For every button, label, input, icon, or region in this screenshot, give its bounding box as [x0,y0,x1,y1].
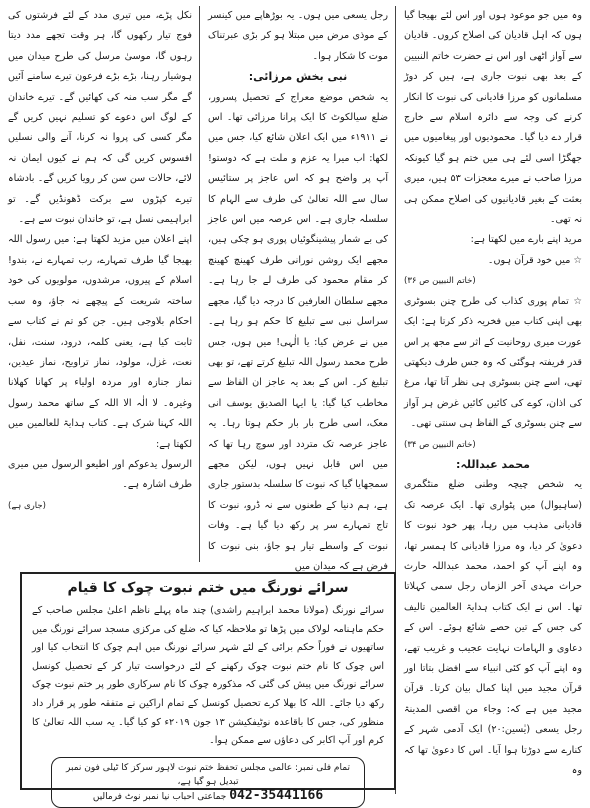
quote-item: ☆ تمام پوری کذاب کی طرح چنن بسوٹری بھی اپنی کتاب میں فخریہ ذکر کرتا ہے: ایک عورت میری روحانیت کے اثر سے مجھ پر اس قدر فریفتہ ہوگئی کہ وہ جس طرف دیکھتی تھی، اسے چنن بسوٹری ہی نظر آتا تھا، مرغ کی اذان، کوے کی کائیں کائیں غرض ہر آواز سے چنن بسوٹری کے الفاظ ہی سنتی تھی۔ [404,295,582,430]
phone-line [58,789,358,804]
section-heading: محمد عبداللہ: [456,457,530,471]
paragraph: الرسول یدعوکم اور اطیعو الرسول میں میری طرف اشارہ ہے۔ [8,458,192,491]
reference: (خاتم النبیین ص ۳۴) [404,439,476,450]
paragraph: یہ شخص چیچہ وطنی ضلع منٹگمری (ساہیوال) میں پٹواری تھا۔ ایک عرصہ تک قادیانی مذہب میں رہا، پھر خود نبوت کا دعویٰ کر دیا، وہ مرزا قادیانی کا ہمسر تھا، وہ اپنے آپ کو احمد، محمد عبداللہ حارث حراث مہدی آخر الزماں رجل سمی کہلاتا تھا۔ اس نے ایک کتاب ہدایۃ العالمین تالیف کی جس کے تین حصے شائع ہوئے۔ اس کے دعاوی و الہامات نہایت عجیب و غریب تھے، وہ اپنے آپ کو کئی انبیاء سے افضل بتاتا اور قرآن مجید میں اپنا کمال بیان کرتا۔ قرآن مجید میں ہے کہ: وجاء من اقصی المدینۃ رجل یسعی (یٰسین:۲۰) ایک آدمی شہر کے کنارے سے دوڑتا ہوا آیا۔ اس کا دعویٰ تھا کہ وہ [404,479,582,777]
article-column-3 [8,6,192,562]
continued-label: (جاری ہے) [8,500,46,511]
phone-notice-text: تمام فلی نمبر: عالمی مجلس تحفظ ختم نبوت لاہور سرکز کا ٹیلی فون نمبر تبدیل ہو گیا ہے، [66,762,350,787]
notice-box [20,572,396,803]
paragraph: مرید اپنے بارے میں لکھتا ہے: [470,234,582,246]
phone-notice-suffix: جماعتی احباب نیا نمبر نوٹ فرمالیں [92,791,227,802]
phone-number: 042-35441166 [229,787,324,803]
reference: (خاتم النبیین ص ۳۶) [404,276,476,287]
quote-item: ☆ میں خود قرآن ہوں۔ [487,254,582,266]
paragraph: نکل پڑے، میں تیری مدد کے لئے فرشتوں کی فوج تیار رکھوں گا، ہر وقت تجھے مدد دیتا رہوں گا، موسیٰ مرسل کی طرح میدان میں ہوشیار رہنا، بڑے بڑے فرعون تیرے سامنے آئیں گے مگر سب منہ کی کھائیں گے۔ تیرے خاندان کے لوگ اس دعوے کو تسلیم نہیں کریں گے مگر کسی کی پروا نہ کرنا، آنے والی نسلیں افسوس کریں گی کہ ہم نے کیوں ایمان نہ لائے، حالات سن سن کر رویا کریں گے۔ بادشاہ تیرے کپڑوں سے برکت ڈھونڈیں گے۔ تو ابراہیمی نسل ہے، تو خاندان نبوت سے ہے۔ [8,10,192,226]
notice-title: سرائے نورنگ میں ختم نبوت چوک کا قیام [67,580,349,596]
paragraph: یہ شخص موضع معراج کے تحصیل پسرور، ضلع سیالکوٹ کا ایک پرانا مرزائی تھا۔ اس نے ۱۹۱۱ء میں ایک اعلان شائع کیا، جس میں لکھا: اب میرا یہ عزم و ملت ہے کہ دوستو! آپ پر واضح ہو کہ اس عاجز پر ستائیس سال سے اللہ تعالیٰ کی طرف سے الہام کا سلسلہ جاری ہے۔ اس عرصہ میں اس عاجز کی بے شمار پیشینگوئیاں پوری ہو چکی ہیں، مجھے ایک روشن نورانی طرف کھینچ کھینچ کر مقام محمود کی طرف لے جا رہا ہے۔ مجھے سلطان العارفین کا درجہ دیا گیا، مجھے سراسل نبی سے تبلیغ کا حکم ہو رہا ہے۔ میں نے عرض کیا: یا الٰہی! میں ہوں، جس طرح محمد رسول اللہ تبلیغ کرتے تھے، تو بھی تبلیغ کر۔ اس کے بعد یہ عاجز ان الفاظ سے مخاطب کیا گیا: یا ایہا الصدیق یوسف انی معک، اسی طرح بار بار حکم ہوتا رہا۔ یہ عاجز عرصہ تک متردد اور سوچ رہا تھا کہ میں اس قابل نہیں ہوں، لیکن مجھے سمجھایا گیا کہ نبوت کا سلسلہ بدستور جاری ہے، ہم دنیا کے طعنوں سے نہ ڈرو، نبوت کا تاج تمہارے سر پر رکھ دیا گیا ہے۔ وفات نبوت کے واسطے تیار ہو جاؤ، بنی نبوت کا فرض ہے کہ میدان میں [208,91,389,572]
column-divider [199,6,200,562]
article-column-2 [208,6,389,572]
paragraph: اپنے اعلان میں مزید لکھتا ہے: میں رسول اللہ بھیجا گیا طرف تمہارے، رب تمہارے نے، بندو! اسلام کے پیروں، مرشدوں، مولویوں کی خود ساختہ شریعت کے پیچھے نہ جاؤ، وہ سب احکام بلاوجی ہیں۔ جن کو تم نے کتاب سے ثابت کیا ہے، یعنی کلمہ، درود، سنت، نفل، نعت، غزل، مولود، نماز تراویح، نماز عیدین، نماز جنازہ اور مردہ اولیاء پر کھانا کھلانا وغیرہ۔ لا الٰہ الا اللہ کے ساتھ محمد رسول اللہ کہنا شرک ہے۔ کتاب ہدایۃ للعالمین میں لکھتا ہے: [8,234,192,450]
section-heading: نبی بخش مرزائی: [248,70,348,84]
newspaper-page [8,6,582,803]
paragraph: رجل یسعی میں ہوں۔ یہ بوڑھاپے میں کینسر کے موذی مرض میں مبتلا ہو کر بڑی عبرتناک موت کا شکار ہوا۔ [208,10,388,62]
article-column-1 [404,6,582,794]
paragraph: وہ میں جو موعود ہوں اور اس لئے بھیجا گیا ہوں کہ اہل قادیان کی اصلاح کروں۔ قادیان سے آواز اٹھی اور اس نے حضرت خاتم النبیین کے بعد بھی نبوت جاری ہے، ہیں کر دوڑ مسلمانوں کو مرزا قادیانی کی نبوت کا انکار کرنے کی وجہ سے دائرہ اسلام سے خارج قرار دے دیا گیا۔ محمودیوں اور پیغامیوں میں جھگڑا اسی لئے ہی میں ختم ہو گیا کیونکہ مرزا صاحب نے میرے معجزات ۵۳ ہیں، میری بعثت کے بغیر قادیانیوں کی اصلاح ممکن ہی نہ تھی۔ [404,10,582,226]
phone-notice [51,757,365,808]
notice-body: سرائے نورنگ (مولانا محمد ابراہیم راشدی) چند ماہ پہلے ناظم اعلیٰ مجلس صاحب کے حکم ماہنامہ لولاک میں پڑھا تو ملاحظہ کیا کہ ضلع کی مرکزی مسجد سرائے نورنگ میں ساتھیوں نے فوراً حکم برائی کے لئے شہر سرائے نورنگ میں اہم چوک کا انتخاب کیا اور اس چوک کا نام ختم نبوت چوک رکھنے کے لئے درخواست تیار کر کے تحصیل کونسل سرائے نورنگ میں پیش کی گئی کہ مذکورہ چوک کا نام سرکاری طور پر ختم نبوت چوک رکھ دیا جائے۔ اللہ کا بھلا کرے تحصیل کونسل کے تمام اراکین نے متفقہ طور پر قرار داد منظور کی، جس کا باقاعدہ نوٹیفکیشن ۱۳ جون ۲۰۱۹ء کو کیا گیا۔ یہ سب اللہ تعالیٰ کا کرم اور آپ اکابر کی دعاؤں سے ممکن ہوا۔ [32,605,384,747]
